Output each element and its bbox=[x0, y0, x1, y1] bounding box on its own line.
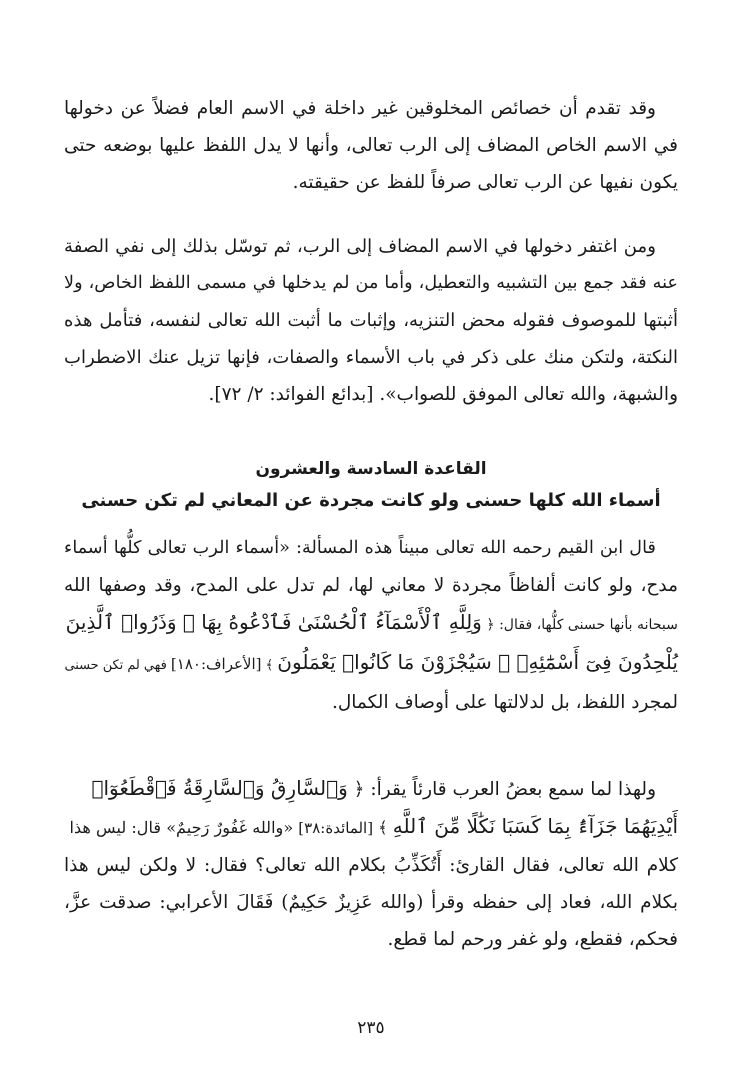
paragraph-text: «والله غَفُورٌ رَحِيمٌ» قال: ليس هذا bbox=[69, 818, 294, 837]
ornate-bracket-open-icon: ﴿ bbox=[353, 779, 365, 800]
paragraph-4 bbox=[64, 770, 678, 958]
ornate-bracket-close-icon: ﴾ bbox=[265, 658, 274, 673]
section-subtitle: أسماء الله كلها حسنى ولو كانت مجردة عن المعاني لم تكن حسنى bbox=[81, 490, 661, 511]
ornate-bracket-open-icon: ﴿ bbox=[486, 617, 495, 633]
paragraph-2 bbox=[64, 228, 678, 413]
paragraph-line: فحكم، فقطع، ولو غفر ورحم لما قطع. bbox=[387, 929, 678, 950]
quran-verse: وَلِلَّهِ ٱلْأَسْمَآءُ ٱلْحُسْنَىٰ فَٱدْعُوهُ بِهَا ۖ وَذَرُوا۟ ٱلَّذِينَ bbox=[65, 610, 482, 634]
paragraph-line: لمجرد اللفظ، بل لدلالتها على أوصاف الكمال. bbox=[331, 692, 678, 713]
quran-verse: وَٱلسَّارِقُ وَٱلسَّارِقَةُ فَٱقْطَعُوٓا۟ bbox=[91, 776, 348, 800]
paragraph-line bbox=[64, 808, 678, 847]
paragraph-line: يكون نفيها عن الرب تعالى صرفاً للفظ عن حقيقته. bbox=[292, 172, 678, 193]
paragraph-line: عنه فقد جمع بين التشبيه والتعطيل، وأما من لم يدخلها في مسمى اللفظ الخاص، ولا bbox=[64, 273, 678, 293]
paragraph-line: قال ابن القيم رحمه الله تعالى مبيناً هذه المسألة: «أسماء الرب تعالى كلُّها أسماء bbox=[64, 538, 656, 558]
quran-verse: يُلْحِدُونَ فِىٓ أَسْمَٰٓئِهِۦ ۚ سَيُجْزَوْنَ مَا كَانُوا۟ يَعْمَلُونَ bbox=[277, 650, 678, 674]
page-number: ٢٣٥ bbox=[357, 1018, 385, 1038]
paragraph-text: ولهذا لما سمع بعضُ العرب قارئاً يقرأ: bbox=[370, 779, 656, 800]
paragraph-line: بكلام الله، فعاد إلى حفظه وقرأ (والله عَزِيزٌ حَكِيمٌ) فَقَالَ الأعرابي: صدقت عزَّ، bbox=[64, 892, 678, 913]
ornate-bracket-close-icon: ﴾ bbox=[378, 818, 388, 837]
paragraph-text: فهي لم تكن حسنى bbox=[64, 658, 167, 673]
paragraph-line: كلام الله تعالى، فقال القارئ: أَتُكَذِّبُ بكلام الله تعالى؟ فقال: لا ولكن ليس هذا bbox=[64, 855, 678, 876]
paragraph-1 bbox=[64, 90, 678, 201]
paragraph-line: وقد تقدم أن خصائص المخلوقين غير داخلة في الاسم العام فضلاً عن دخولها bbox=[64, 98, 656, 119]
paragraph-line: ومن اغتفر دخولها في الاسم المضاف إلى الرب، ثم توسّل بذلك إلى نفي الصفة bbox=[64, 236, 656, 257]
paragraph-line: أثبتها للموصوف فقوله محض التنزيه، وإثبات ما أثبت الله تعالى لنفسه، فتأمل هذه bbox=[64, 310, 678, 331]
paragraph-line: النكتة، ولتكن منك على ذكر في باب الأسماء والصفات، فإنها تزيل عنك الاضطراب bbox=[64, 347, 678, 368]
quran-verse: أَيْدِيَهُمَا جَزَآءًۢ بِمَا كَسَبَا نَكَٰلًا مِّنَ ٱللَّهِ bbox=[392, 814, 678, 838]
paragraph-line bbox=[64, 604, 678, 644]
paragraph-line: في الاسم الخاص المضاف إلى الرب تعالى، وأنها لا يدل اللفظ عليها بوضعه حتى bbox=[64, 135, 678, 156]
paragraph-text: سبحانه بأنها حسنى كلُّها، فقال: bbox=[499, 617, 678, 633]
verse-reference: [الأعراف:١٨٠] bbox=[170, 655, 262, 673]
section-heading: القاعدة السادسة والعشرون bbox=[255, 459, 487, 479]
paragraph-line bbox=[64, 770, 678, 808]
paragraph-line: والشبهة، والله تعالى الموفق للصواب». [بدائع الفوائد: ٢/ ٧٢]. bbox=[208, 384, 678, 405]
paragraph-line: مدح، ولو كانت ألفاظاً مجردة لا معاني لها، لم تدل على المدح، وقد وصفها الله bbox=[64, 575, 678, 596]
paragraph-line bbox=[64, 644, 678, 684]
verse-reference: [المائدة:٣٨] bbox=[298, 819, 374, 837]
paragraph-3 bbox=[64, 530, 678, 721]
